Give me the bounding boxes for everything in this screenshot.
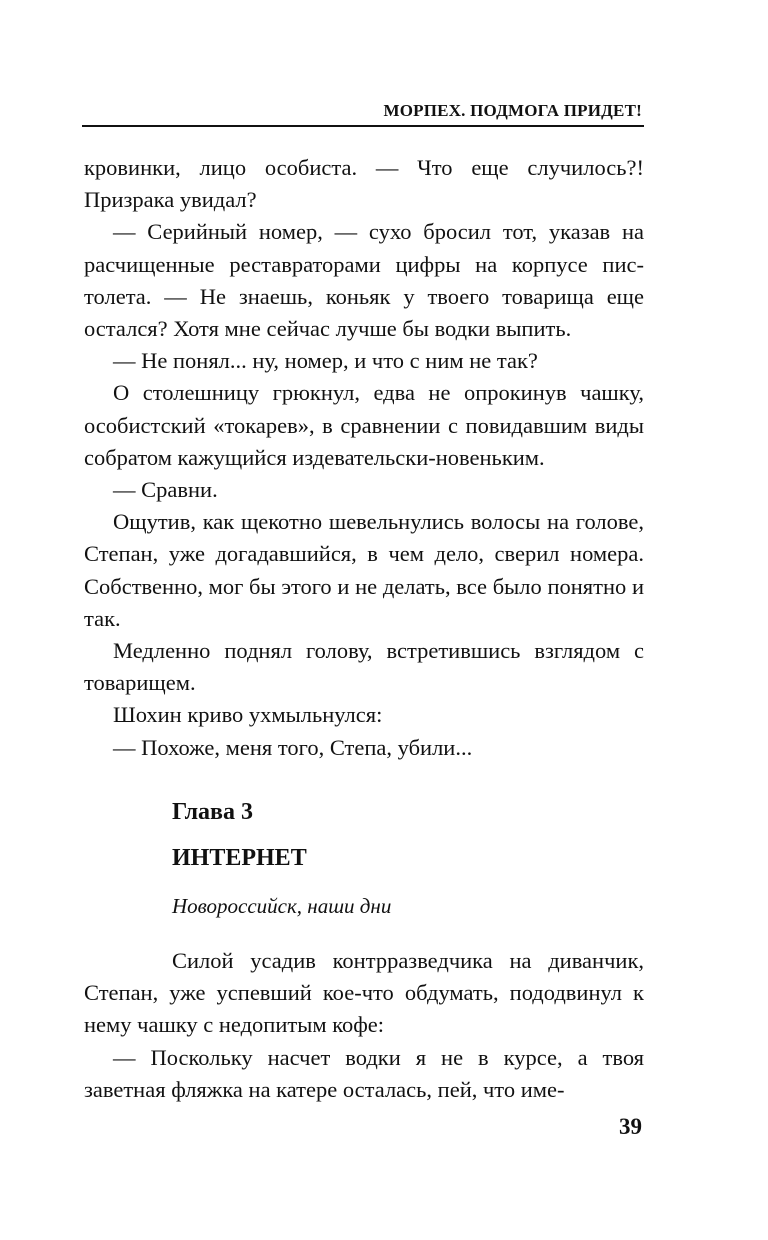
paragraph: — Похоже, меня того, Степа, убили...	[113, 734, 473, 760]
chapter-title: ИНТЕРНЕТ	[172, 845, 307, 871]
paragraph: — Сравни.	[113, 477, 218, 503]
page-number: 39	[619, 1114, 642, 1139]
paragraph: Шохин криво ухмыльнулся:	[113, 702, 383, 728]
text-block-top	[84, 152, 644, 764]
chapter-number: Глава 3	[172, 799, 253, 825]
header-rule	[82, 125, 644, 127]
running-head: МОРПЕХ. ПОДМОГА ПРИДЕТ!	[383, 101, 642, 120]
paragraph: О столешницу грюкнул, едва не опрокинув чашку, особистский «токарев», в сравнении с повидавшим виды собратом кажущийся издевательски-новеньким.	[84, 380, 644, 470]
paragraph: — Не понял... ну, номер, и что с ним не так?	[113, 348, 538, 374]
text-block-bottom	[84, 945, 644, 1106]
paragraph: — Поскольку насчет водки я не в курсе, а твоя заветная фляжка на катере осталась, пей, что име-	[84, 1044, 644, 1102]
paragraph: Медленно поднял голову, встретившись взглядом с товарищем.	[84, 638, 644, 696]
paragraph: кровинки, лицо особиста. — Что еще случилось?! Призрака увидал?	[84, 155, 644, 213]
paragraph: Силой усадив контрразведчика на диванчик, Степан, уже успевший кое-что обдумать, пододвинул к нему чашку с недопитым кофе:	[84, 948, 644, 1038]
chapter-epigraph: Новороссийск, наши дни	[172, 894, 392, 918]
paragraph: — Серийный номер, — сухо бросил тот, указав на расчищенные реставраторами цифры на корпусе пистолета. — Не знаешь, коньяк у твоего товарища еще остался? Хотя мне сейчас лучше бы водки выпить.	[84, 219, 644, 342]
paragraph: Ощутив, как щекотно шевельнулись волосы на голове, Степан, уже догадавшийся, в чем дело, сверил номера. Собственно, мог бы этого и не делать, все было понятно и так.	[84, 509, 644, 631]
